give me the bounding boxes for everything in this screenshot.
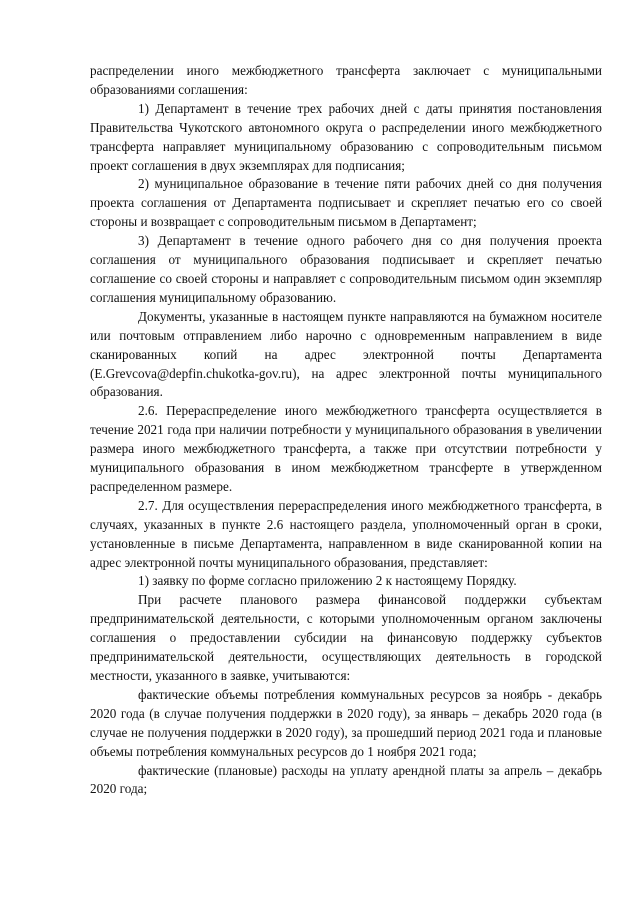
paragraph-step-3: 3) Департамент в течение одного рабочего дня со дня получения проекта соглашения от муниципального образования подписывает и скрепляет печатью соглашение со своей стороны и направляет с сопроводительным письмом один экземпляр соглашения муниципальному образованию.: [90, 233, 602, 305]
paragraph-documents: Документы, указанные в настоящем пункте направляются на бумажном носителе или почтовым отправлением либо нарочно с одновременным направлением в виде сканированных копий на адрес электронной почты Департамента (E.Grevcova@depfin.chukotka-gov.ru), на адрес электронной почты муниципального образования.: [90, 308, 602, 400]
paragraph-section-2-6: 2.6. Перераспределение иного межбюджетного трансферта осуществляется в течение 2021 года при наличии потребности у муниципального образования в увеличении размера иного межбюджетного трансферта, а также при отсутствии потребности у муниципального образования в ином межбюджетном трансферте в утвержденном распределенном размере.: [90, 403, 602, 494]
paragraph-section-2-7: 2.7. Для осуществления перераспределения иного межбюджетного трансферта, в случаях, указанных в пункте 2.6 настоящего раздела, уполномоченный орган в сроки, установленные в письме Департамента, направленном в виде сканированной копии на адрес электронной почты муниципального образования, представляет:: [90, 497, 602, 570]
paragraph-step-2: 2) муниципальное образование в течение пяти рабочих дней со дня получения проекта соглашения от Департамента подписывает и скрепляет печатью его со своей стороны и возвращает с сопроводительным письмом в Департамент;: [90, 176, 602, 230]
paragraph-step-1: 1) Департамент в течение трех рабочих дней с даты принятия постановления Правительства Чукотского автономного округа о распределении иного межбюджетного трансферта направляет муниципальному образованию с сопроводительным письмом проект соглашения в двух экземплярах для подписания;: [90, 100, 602, 173]
paragraph-continuation: распределении иного межбюджетного трансферта заключает с муниципальными образованиями соглашения:: [90, 63, 602, 97]
paragraph-calculation: При расчете планового размера финансовой поддержки субъектам предпринимательской деятельности, с которыми уполномоченным органом заключены соглашения о предоставлении субсидии на финансовую поддержку субъектов предпринимательской деятельности, осуществляющих деятельность в городской местности, указанного в заявке, учитываются:: [90, 592, 602, 683]
document-body: [90, 62, 602, 799]
paragraph-consumption: фактические объемы потребления коммунальных ресурсов за ноябрь - декабрь 2020 года (в случае получения поддержки в 2020 году), за январь – декабрь 2020 года (в случае не получения поддержки в 2020 году), за прошедший период 2021 года и плановые объемы потребления коммунальных ресурсов до 1 ноября 2021 года;: [90, 686, 602, 759]
paragraph-rent: фактические (плановые) расходы на уплату арендной платы за апрель – декабрь 2020 года;: [90, 762, 602, 797]
paragraph-application: 1) заявку по форме согласно приложению 2 к настоящему Порядку.: [138, 573, 517, 589]
